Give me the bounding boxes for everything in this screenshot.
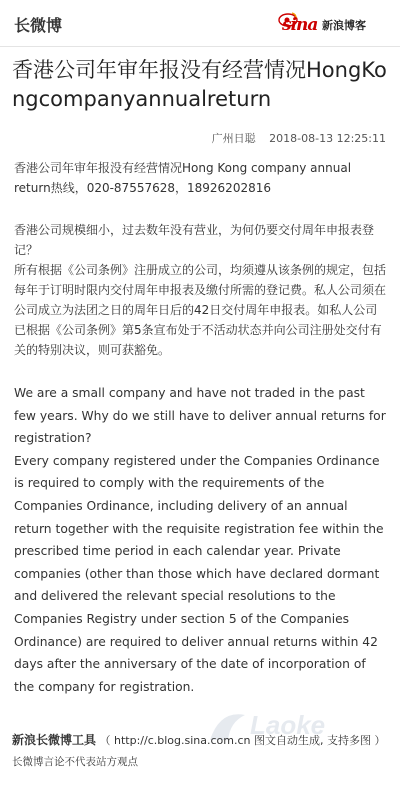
article-source: 广州日聪 (211, 132, 256, 145)
article-body (14, 158, 388, 698)
footer-disclaimer: 长微博言论不代表站方观点 (12, 756, 138, 768)
page-header (0, 0, 400, 47)
article-datetime: 2018-08-13 12:25:11 (269, 132, 386, 145)
footer-url[interactable]: （ http://c.blog.sina.com.cn 图文自动生成, 支持多图 ） (99, 734, 386, 747)
paragraph-question-en: We are a small company and have not traded in the past few years. Why do we still have to deliver annual returns for registration? (14, 386, 386, 446)
article-title: 香港公司年审年报没有经营情况HongKongcompanyannualreturn (12, 58, 387, 111)
footer-tool-name[interactable]: 新浪长微博工具 (12, 733, 97, 747)
paragraph-intro: 香港公司年审年报没有经营情况Hong Kong company annual return热线，020-87557628，18926202816 (14, 161, 352, 195)
paragraph-answer-cn: 所有根据《公司条例》注册成立的公司，均须遵从该条例的规定，包括每年于订明时限内交付周年申报表及缴付所需的登记费。私人公司须在公司成立为法团之日的周年日后的42日交付周年申报表。如私人公司已根据《公司条例》第5条宣布处于不活动状态并向公司注册处交付有关的特别决议，则可获豁免。 (14, 263, 387, 357)
brand-title: 长微博 (14, 16, 63, 35)
sina-blog-label: 新浪博客 (322, 19, 366, 32)
paragraph-question-cn: 香港公司规模细小，过去数年没有营业，为何仍要交付周年申报表登记？ (14, 223, 375, 257)
sina-logo-text: sina (282, 15, 318, 35)
sina-blog-logo[interactable] (278, 11, 388, 35)
page-footer (12, 731, 392, 769)
paragraph-answer-en: Every company registered under the Companies Ordinance is required to comply with the requirements of the Companies Ordinance, including delivery of an annual return together with the requisite registration fee within the prescribed time period in each calendar year. Private companies (other than those which have declared dormant and delivered the relevant special resolutions to the Companies Registry under section 5 of the Companies Ordinance) are required to deliver annual returns within 42 days after the anniversary of the date of incorporation of the company for registration. (14, 453, 384, 694)
watermark-text: Laoke (250, 710, 326, 740)
article-meta (202, 130, 386, 146)
